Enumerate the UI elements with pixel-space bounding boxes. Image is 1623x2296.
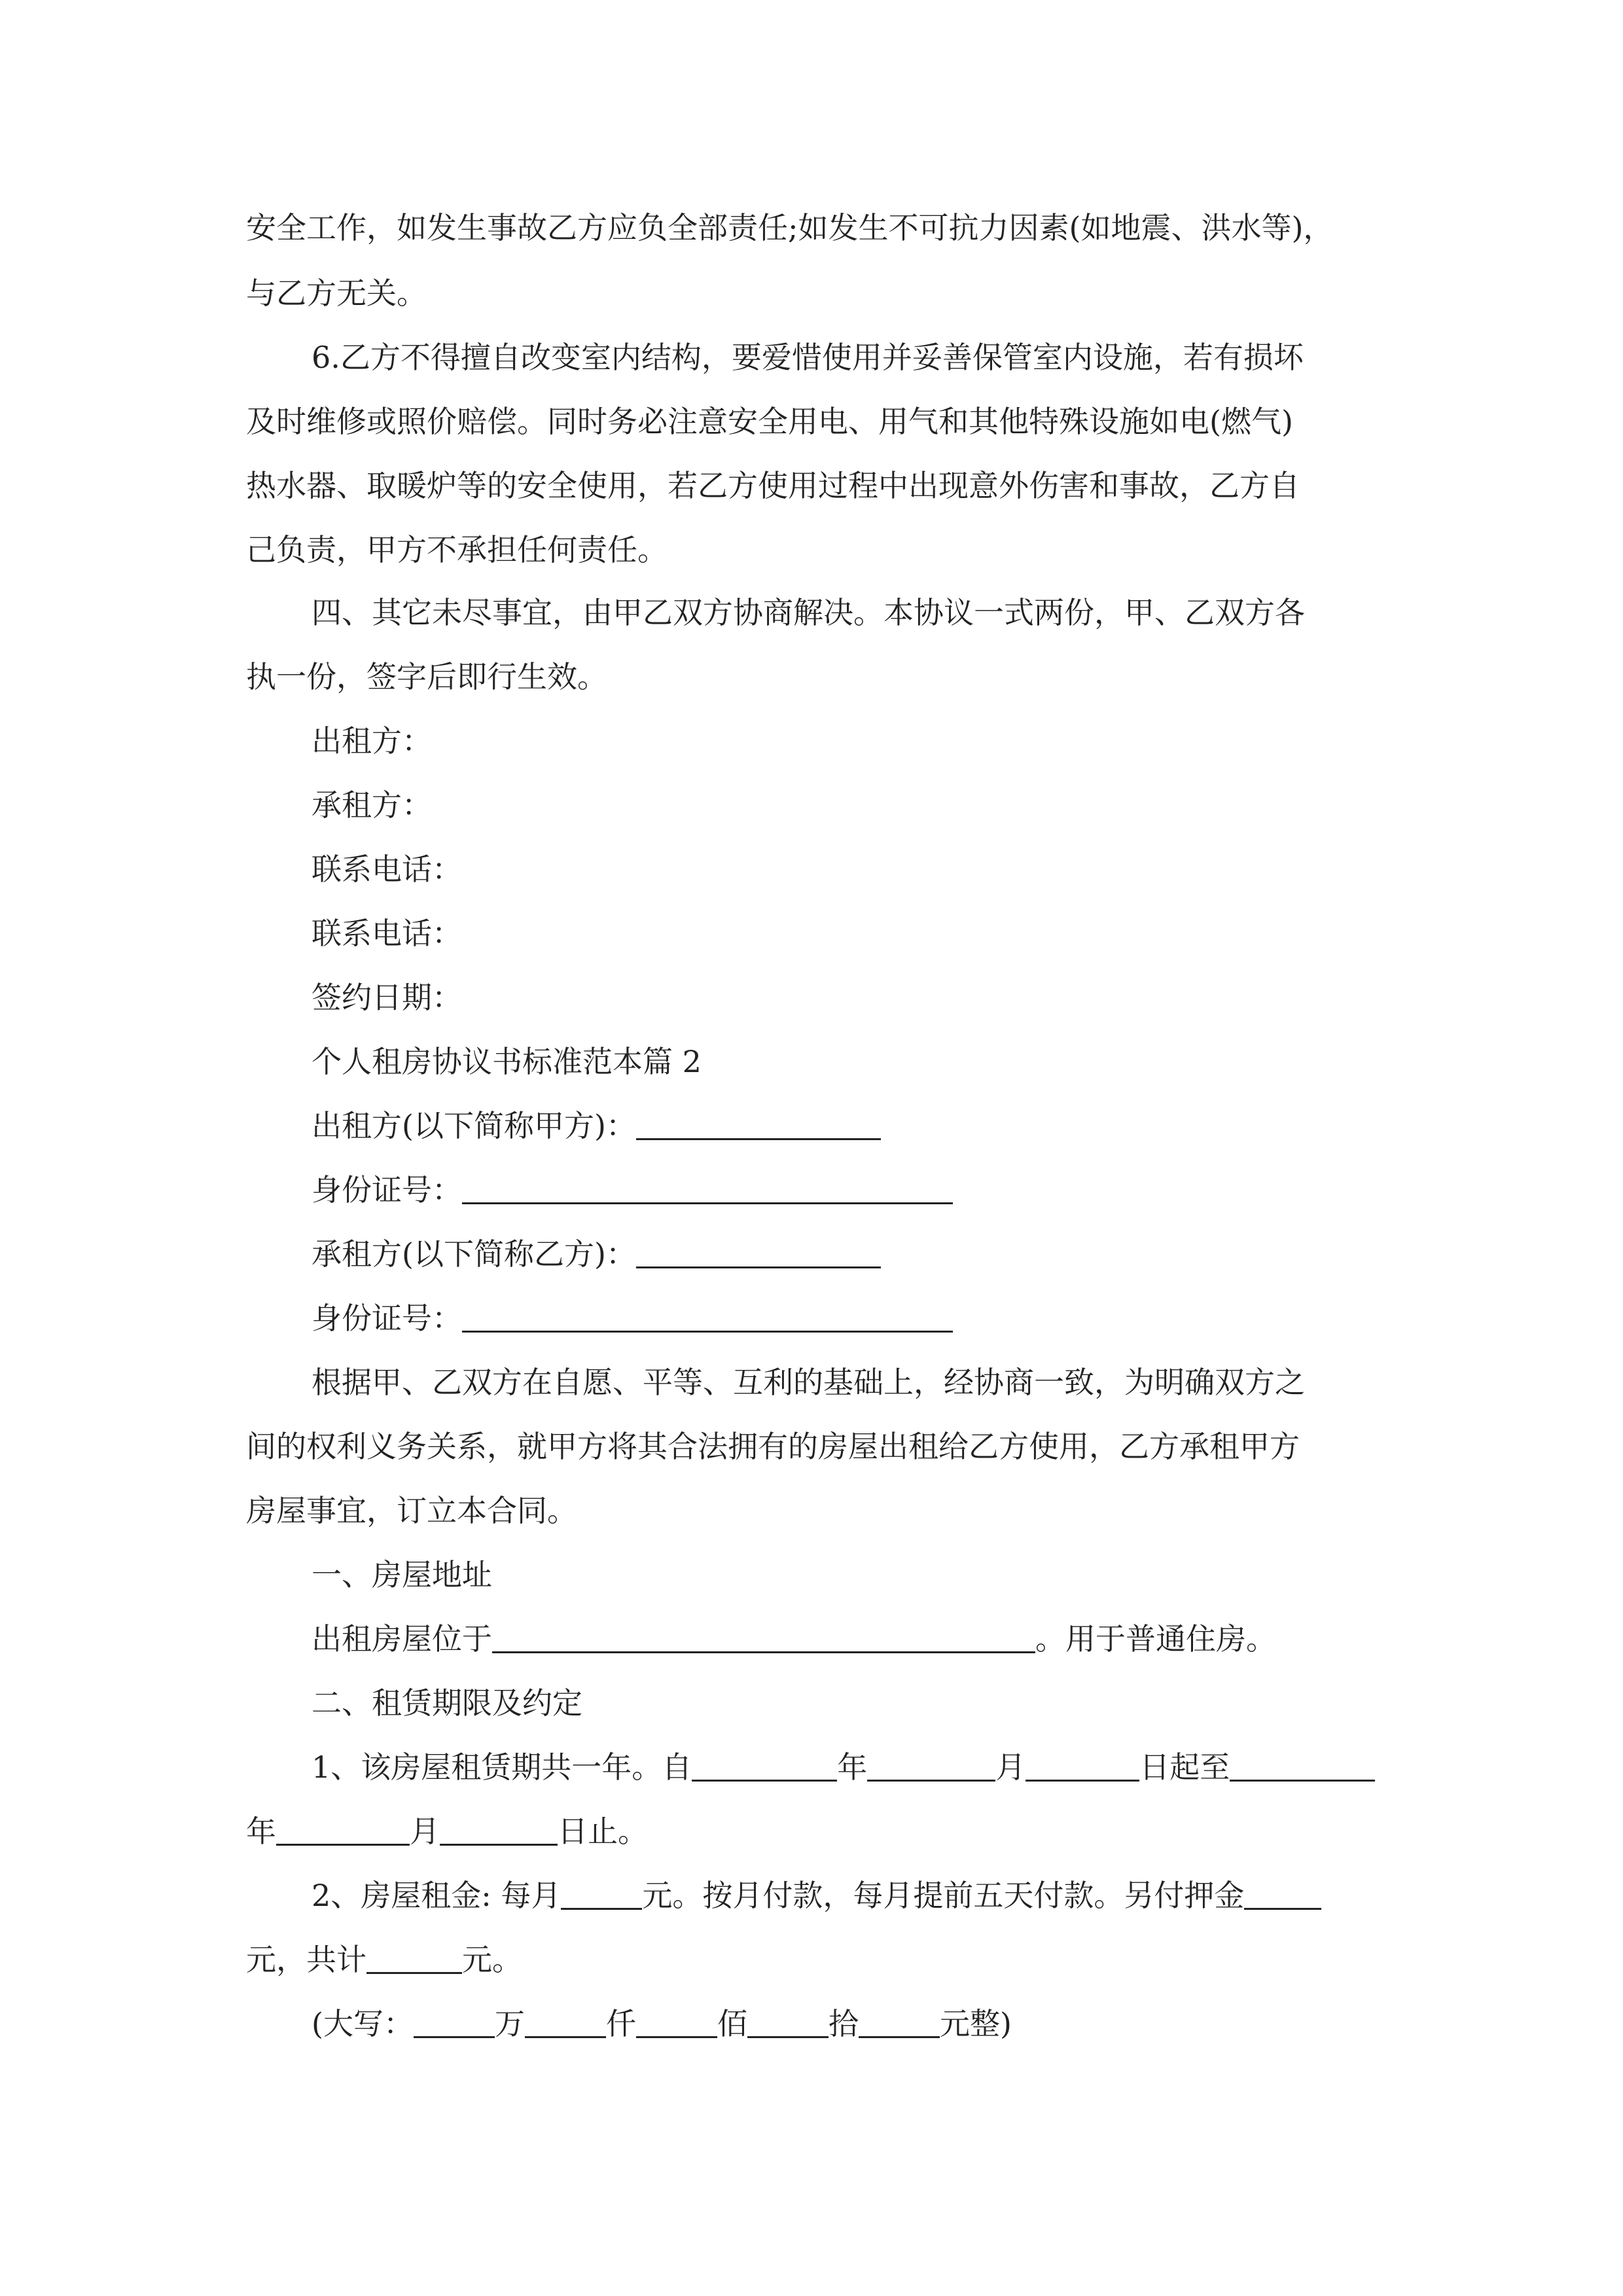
paragraph-line: 房屋事宜，订立本合同。 <box>246 1493 577 1528</box>
section-title: 个人租房协议书标准范本篇 2 <box>312 1044 702 1079</box>
id-field-label: 身份证号： <box>312 1172 462 1208</box>
fill-blank <box>462 1174 953 1204</box>
rent-line <box>312 1876 1321 1915</box>
total-suffix: 元。 <box>462 1942 522 1977</box>
paragraph-line: 根据甲、乙双方在自愿、平等、互利的基础上，经协商一致，为明确双方之 <box>312 1365 1305 1400</box>
rent-prefix: 2、房屋租金: 每月 <box>312 1878 562 1913</box>
fill-blank <box>747 2007 829 2038</box>
fill-blank <box>636 1109 881 1140</box>
paragraph-line: 四、其它未尽事宜，由甲乙双方协商解决。本协议一式两份，甲、乙双方各 <box>312 595 1305 630</box>
lessor-field <box>312 1106 881 1145</box>
paragraph-line: 安全工作，如发生事故乙方应负全部责任;如发生不可抗力因素(如地震、洪水等)， <box>246 210 1334 245</box>
unit-wan: 万 <box>494 2006 525 2041</box>
fill-blank <box>276 1815 410 1846</box>
fill-blank <box>636 2007 717 2038</box>
fill-blank <box>867 1751 995 1782</box>
section-heading: 二、租赁期限及约定 <box>312 1685 582 1721</box>
phone-label: 联系电话： <box>312 916 462 951</box>
year-unit: 年 <box>246 1814 276 1849</box>
fill-blank <box>440 1815 558 1846</box>
term-prefix: 1、该房屋租赁期共一年。自 <box>312 1749 692 1785</box>
fill-blank <box>692 1751 837 1782</box>
lessee-field-label: 承租方(以下简称乙方)： <box>312 1236 636 1272</box>
paragraph-line: 及时维修或照价赔偿。同时务必注意安全用电、用气和其他特殊设施如电(燃气) <box>246 404 1293 439</box>
day-unit: 日止。 <box>558 1814 648 1849</box>
month-unit: 月 <box>410 1814 440 1849</box>
address-line <box>312 1619 1276 1659</box>
paragraph-line: 间的权利义务关系，就甲方将其合法拥有的房屋出租给乙方使用，乙方承租甲方 <box>246 1429 1300 1464</box>
address-prefix: 出租房屋位于 <box>312 1621 492 1657</box>
paragraph-line: 己负责，甲方不承担任何责任。 <box>246 532 668 567</box>
id-field <box>312 1299 953 1338</box>
unit-shi: 拾 <box>828 2006 859 2041</box>
unit-qian: 仟 <box>605 2006 636 2041</box>
paragraph-line: 热水器、取暖炉等的安全使用，若乙方使用过程中出现意外伤害和事故，乙方自 <box>246 468 1300 503</box>
unit-bai: 佰 <box>717 2006 747 2041</box>
lessee-field <box>312 1234 881 1274</box>
id-field-label: 身份证号： <box>312 1300 462 1336</box>
section-heading: 一、房屋地址 <box>312 1557 492 1592</box>
paragraph-line: 6.乙方不得擅自改变室内结构，要爱惜使用并妥善保管室内设施，若有损坏 <box>312 340 1304 375</box>
fill-blank <box>462 1302 953 1333</box>
rent-line <box>246 1940 522 1979</box>
lessor-label: 出租方： <box>312 723 432 759</box>
year-unit: 年 <box>837 1749 868 1785</box>
rent-middle: 元。按月付款，每月提前五天付款。另付押金 <box>642 1878 1245 1913</box>
fill-blank <box>414 2007 495 2038</box>
fill-blank <box>492 1623 1035 1653</box>
fill-blank <box>561 1879 642 1910</box>
unit-yuan: 元整) <box>939 2006 1012 2041</box>
term-line <box>312 1748 1375 1787</box>
paragraph-line: 执一份，签字后即行生效。 <box>246 659 607 694</box>
phone-label: 联系电话： <box>312 852 462 887</box>
day-unit: 日起至 <box>1139 1749 1230 1785</box>
fill-blank <box>366 1943 462 1974</box>
total-prefix: 元，共计 <box>246 1942 366 1977</box>
fill-blank <box>636 1238 881 1268</box>
fill-blank <box>1230 1751 1375 1782</box>
capital-amount-line <box>312 2004 1012 2043</box>
sign-date-label: 签约日期： <box>312 980 462 1015</box>
fill-blank <box>859 2007 940 2038</box>
paragraph-line: 与乙方无关。 <box>246 276 427 311</box>
capital-prefix: (大写： <box>312 2006 414 2041</box>
lessee-label: 承租方： <box>312 787 432 823</box>
fill-blank <box>1026 1751 1139 1782</box>
address-suffix: 。用于普通住房。 <box>1035 1621 1276 1657</box>
month-unit: 月 <box>995 1749 1026 1785</box>
term-line <box>246 1812 648 1851</box>
id-field <box>312 1170 953 1210</box>
lessor-field-label: 出租方(以下简称甲方)： <box>312 1108 636 1143</box>
fill-blank <box>525 2007 606 2038</box>
fill-blank <box>1244 1879 1321 1910</box>
